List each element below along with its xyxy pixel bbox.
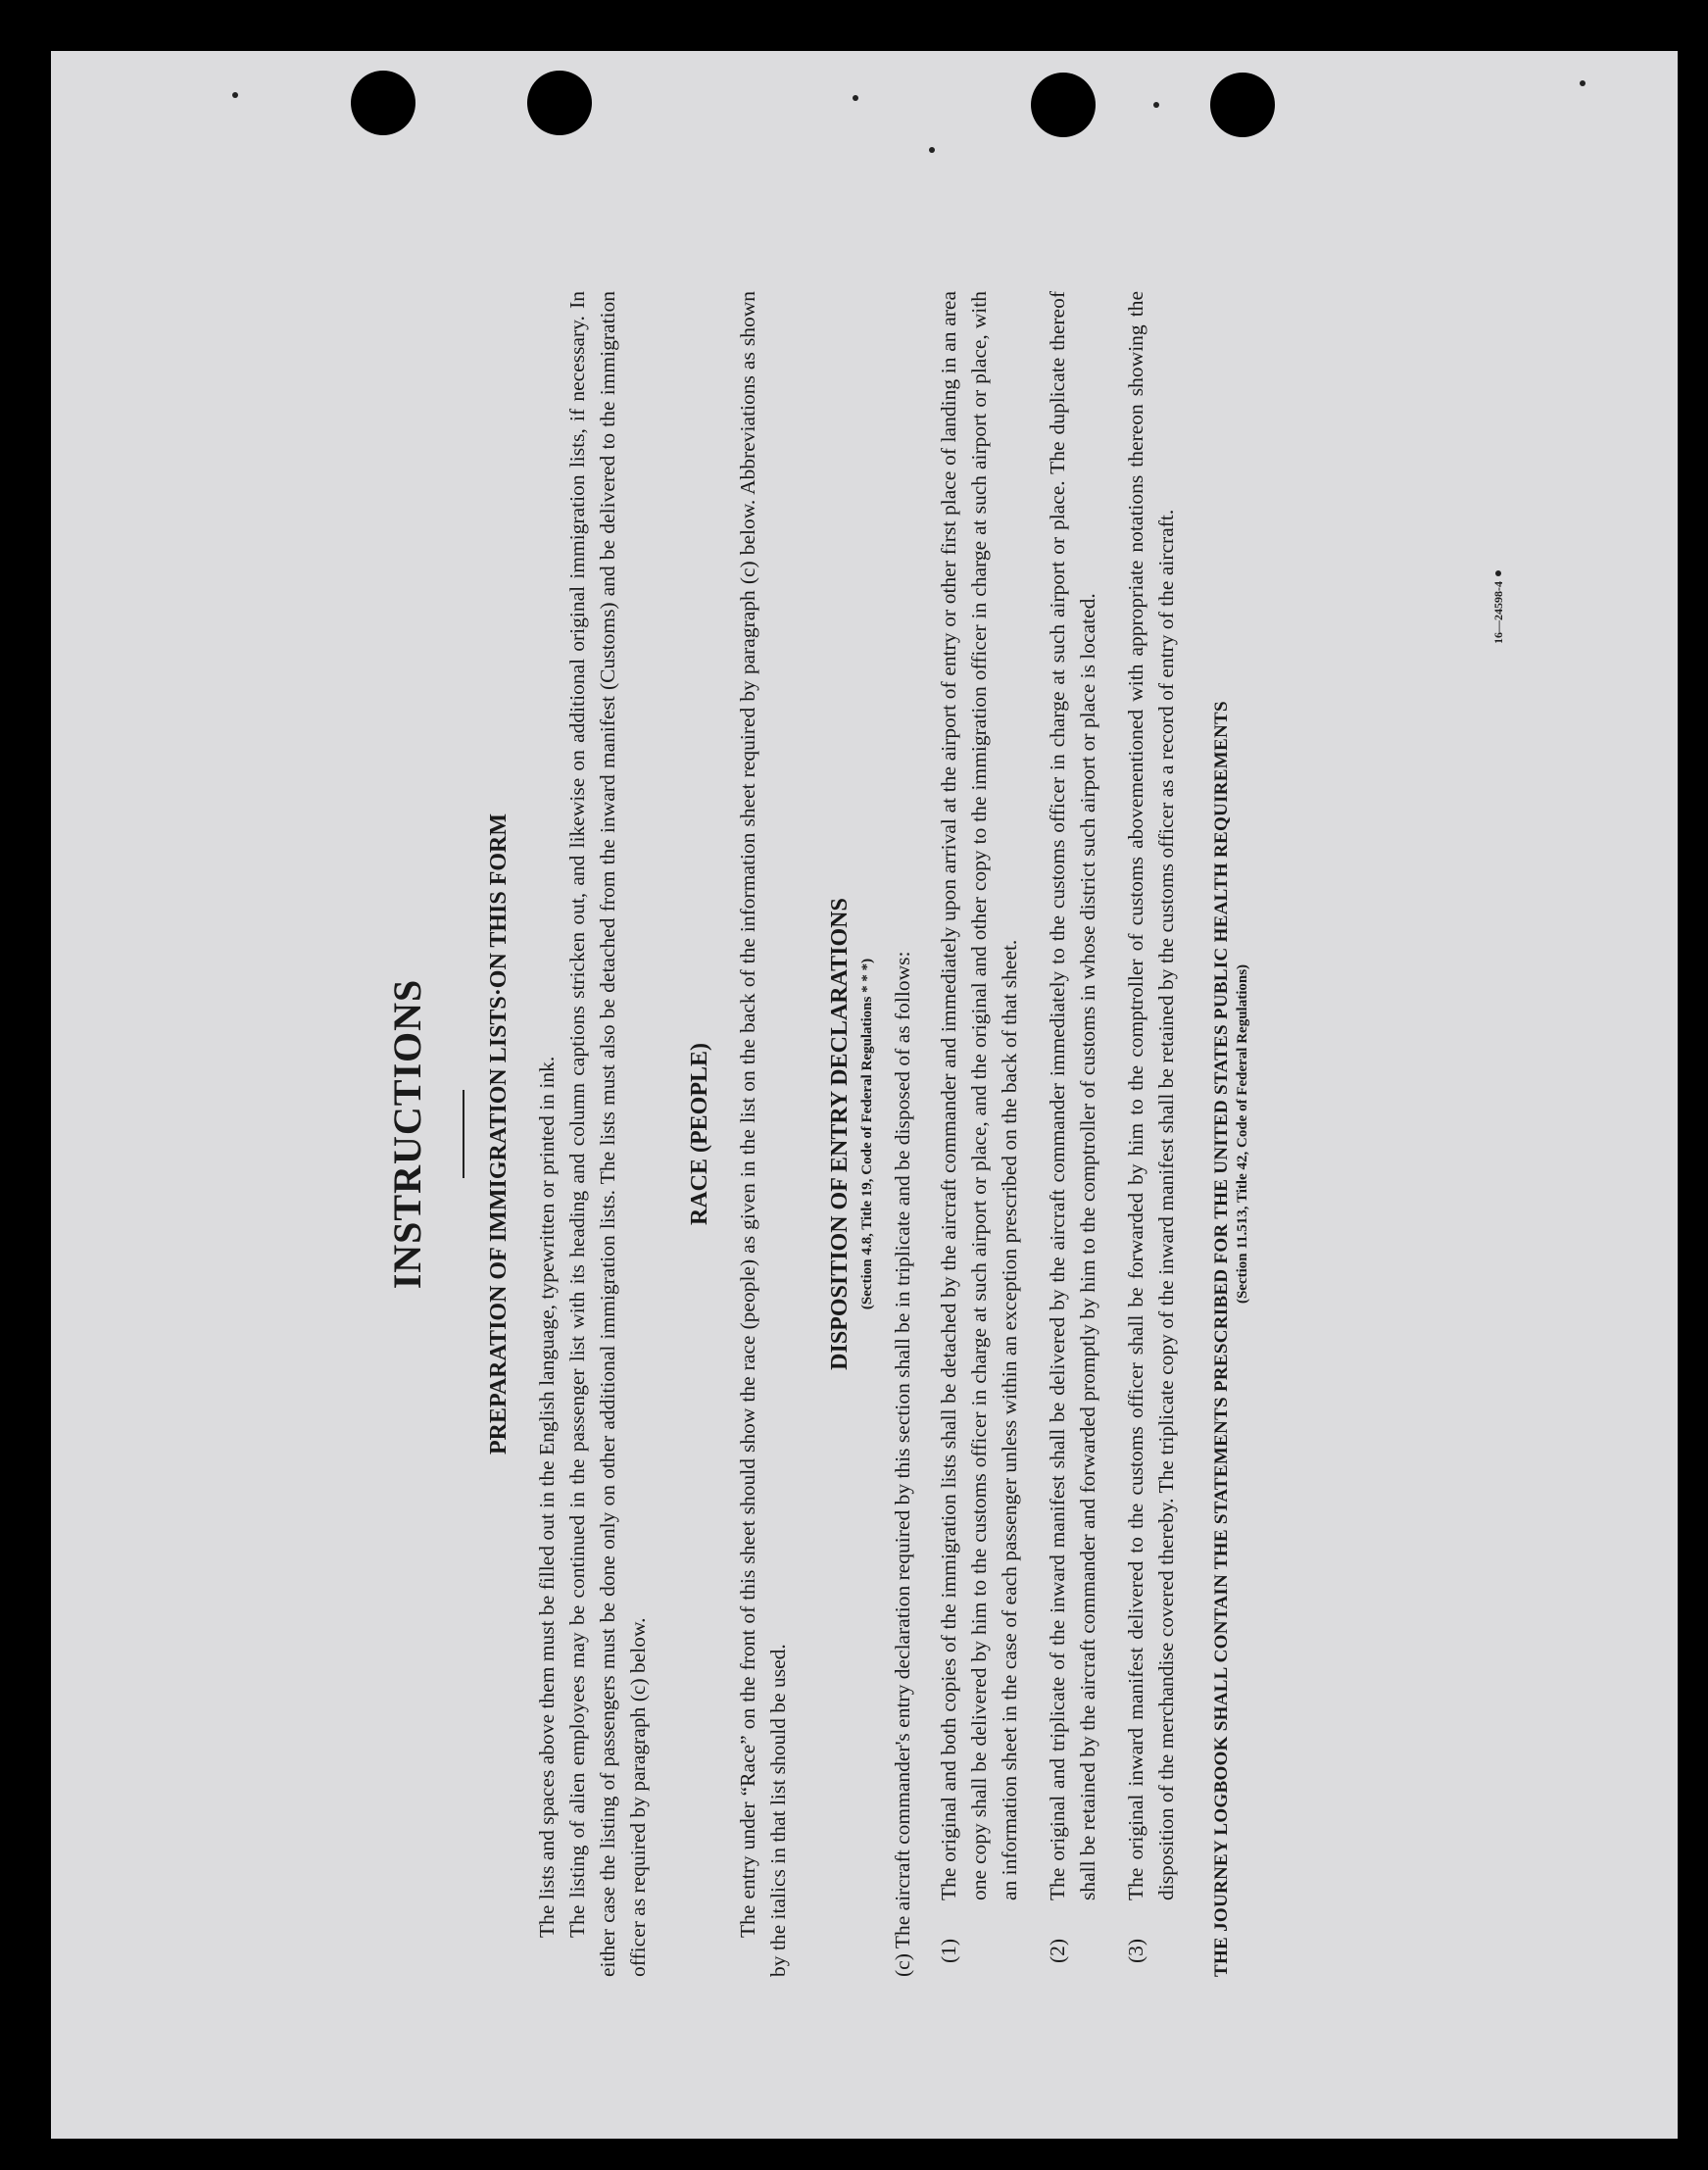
- list-item-text: The original inward manifest delivered to the customs officer shall be forwarded by him to the comptroller of customs abovementioned with appropriate notations thereon showing the disposition of the merchandise covered thereby. The triplicate copy of the inward manifest shall be retained by the customs officer as a record of entry of the aircraft.: [1124, 291, 1178, 1900]
- punch-hole: [351, 71, 415, 135]
- paragraph: The lists and spaces above them must be filled out in the English language, typewritten or printed in ink.: [535, 1056, 559, 1938]
- paragraph: The entry under “Race” on the front of this sheet should show the race (people) as given in the list on the back of the information sheet required by paragraph (c) below. Abbreviations as shown by the italics in that list should be used.: [736, 291, 790, 1977]
- speck: [232, 92, 238, 98]
- paragraph: The listing of alien employees may be continued in the passenger list with its heading and column captions stricken out, and likewise on additional original immigration lists, if necessary. In either case the listing of passengers must be done only on other additional immigration lists. The lists must also be detached from the inward manifest (Customs) and be delivered to the immigration officer as required by paragraph (c) below.: [565, 291, 650, 1977]
- title-rule: [463, 1090, 464, 1178]
- speck: [1580, 80, 1586, 86]
- section-heading-disposition: DISPOSITION OF ENTRY DECLARATIONS: [827, 898, 853, 1370]
- footer-statement: THE JOURNEY LOGBOOK SHALL CONTAIN THE STATEMENTS PRESCRIBED FOR THE UNITED STATES PUBLIC HEALTH REQUIREMENTS: [1211, 701, 1232, 1977]
- document-page: [51, 51, 1678, 2139]
- speck: [853, 95, 858, 101]
- punch-hole: [527, 71, 592, 135]
- punch-hole: [1031, 73, 1096, 137]
- list-item-number: (2): [1046, 1938, 1069, 1963]
- instructions-content: [384, 291, 1599, 1977]
- section-citation: (Section 4.8, Title 19, Code of Federal Regulations * * *): [859, 958, 875, 1310]
- paragraph-lead: (c) The aircraft commander's entry declaration required by this section shall be in triplicate and be disposed of as follows:: [891, 951, 914, 1977]
- list-item-text: The original and both copies of the immigration lists shall be detached by the aircraft commander and immediately upon arrival at the airport of entry or other first place of landing in an area one copy shall be delivered by him to the customs officer in charge at such airport or place, and the original and other copy to the immigration officer in charge at such airport or place, with an information sheet in the case of each passenger unless within an exception prescribed on the back of that sheet.: [937, 291, 1021, 1900]
- section-heading-preparation: PREPARATION OF IMMIGRATION LISTS·ON THIS FORM: [486, 813, 512, 1455]
- speck: [1153, 102, 1159, 108]
- list-item: [1121, 291, 1182, 1977]
- list-item-number: (1): [937, 1938, 960, 1963]
- footer-citation: (Section 11.513, Title 42, Code of Federal Regulations): [1235, 963, 1250, 1305]
- list-item-number: (3): [1124, 1938, 1147, 1963]
- form-number: 16—24598-4: [1491, 581, 1505, 644]
- speck: [929, 147, 935, 153]
- page-title: INSTRUCTIONS: [385, 978, 429, 1290]
- list-item: [1043, 291, 1103, 1977]
- punch-hole: [1210, 73, 1275, 137]
- list-item: [934, 291, 1025, 1977]
- list-item-text: The original and triplicate of the inward manifest shall be delivered by the aircraft commander immediately to the customs officer in charge at such airport or place. The duplicate thereof shall be retained by the aircraft commander and forwarded promptly by him to the comptroller of customs in whose district such airport or place is located.: [1046, 291, 1099, 1900]
- section-heading-race: RACE (PEOPLE): [687, 1043, 712, 1225]
